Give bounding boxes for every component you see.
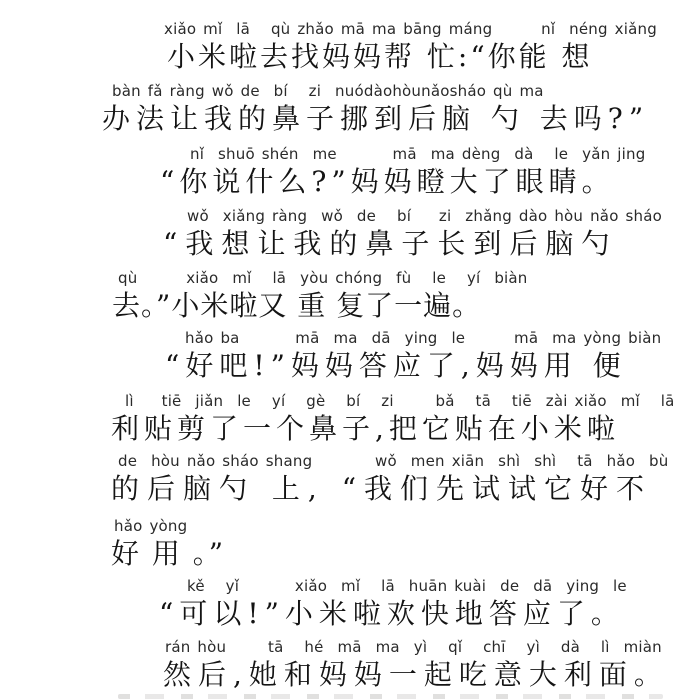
text-line-11 (163, 639, 669, 690)
text-line-6 (165, 330, 661, 381)
cutoff-next-line-artifact (118, 694, 663, 699)
hanzi-line: 的后脑勺 上, “我们先试试它好不 (111, 472, 653, 505)
pinyin-line: nǐ shuō shén me mā ma dèng dà le yǎn jing (190, 145, 646, 163)
text-line-1 (164, 20, 657, 73)
hanzi-line: 然后,她和妈妈一起吃意大利面。 (163, 658, 669, 691)
pinyin-line: qù xiǎo mǐ lā yòu chóng fù le yí biàn (118, 269, 528, 287)
pinyin-line: hǎo ba mā ma dā ying le mā ma yòng biàn (185, 329, 662, 347)
hanzi-line: 好 用 。” (111, 537, 226, 570)
hanzi-line: 去。”小米啦又 重 复了一遍。 (112, 289, 482, 322)
hanzi-line: 小米啦去找妈妈帮 忙:“你能 想 (167, 40, 593, 73)
hanzi-line: “我想让我的鼻子长到后脑勺 (163, 227, 618, 260)
text-line-2 (102, 83, 649, 134)
hanzi-line: 利贴剪了一个鼻子,把它贴在小米啦 (111, 412, 620, 445)
pinyin-line: wǒ xiǎng ràng wǒ de bí zi zhǎng dào hòu nǎo sháo (187, 207, 663, 225)
pinyin-line: bàn fǎ ràng wǒ de bí zi nuódàohòunǎosháo qù ma (112, 82, 544, 100)
text-line-9 (111, 518, 225, 569)
text-line-7 (111, 393, 675, 444)
pinyin-line: rán hòu tā hé mā ma yì qǐ chī yì dà lì miàn (165, 638, 662, 656)
text-line-10 (159, 578, 627, 629)
hanzi-line: “你说什么?”妈妈瞪大了眼睛。 (160, 165, 615, 198)
pinyin-line: kě yǐ xiǎo mǐ lā huān kuài de dā ying le (187, 577, 627, 595)
pinyin-line: xiǎo mǐ lā qù zhǎo mā ma bāng máng nǐ néng xiǎng (164, 20, 657, 38)
hanzi-line: “好吧!”妈妈答应了,妈妈用 便 (165, 349, 627, 382)
hanzi-line: 办法让我的鼻子挪到后脑 勺 去吗?” (102, 102, 650, 135)
text-line-5 (112, 270, 528, 321)
text-line-8 (111, 453, 668, 504)
pinyin-line: hǎo yòng (114, 517, 188, 535)
pinyin-line: lì tiē jiǎn le yí gè bí zi bǎ tā tiē zài xiǎo mǐ lā (125, 392, 675, 410)
text-line-3 (160, 146, 645, 197)
text-line-4 (163, 208, 662, 259)
pinyin-line: de hòu nǎo sháo shang wǒ men xiān shì shì tā hǎo bù (118, 452, 669, 470)
hanzi-line: “可以!”小米啦欢快地答应了。 (159, 597, 625, 630)
